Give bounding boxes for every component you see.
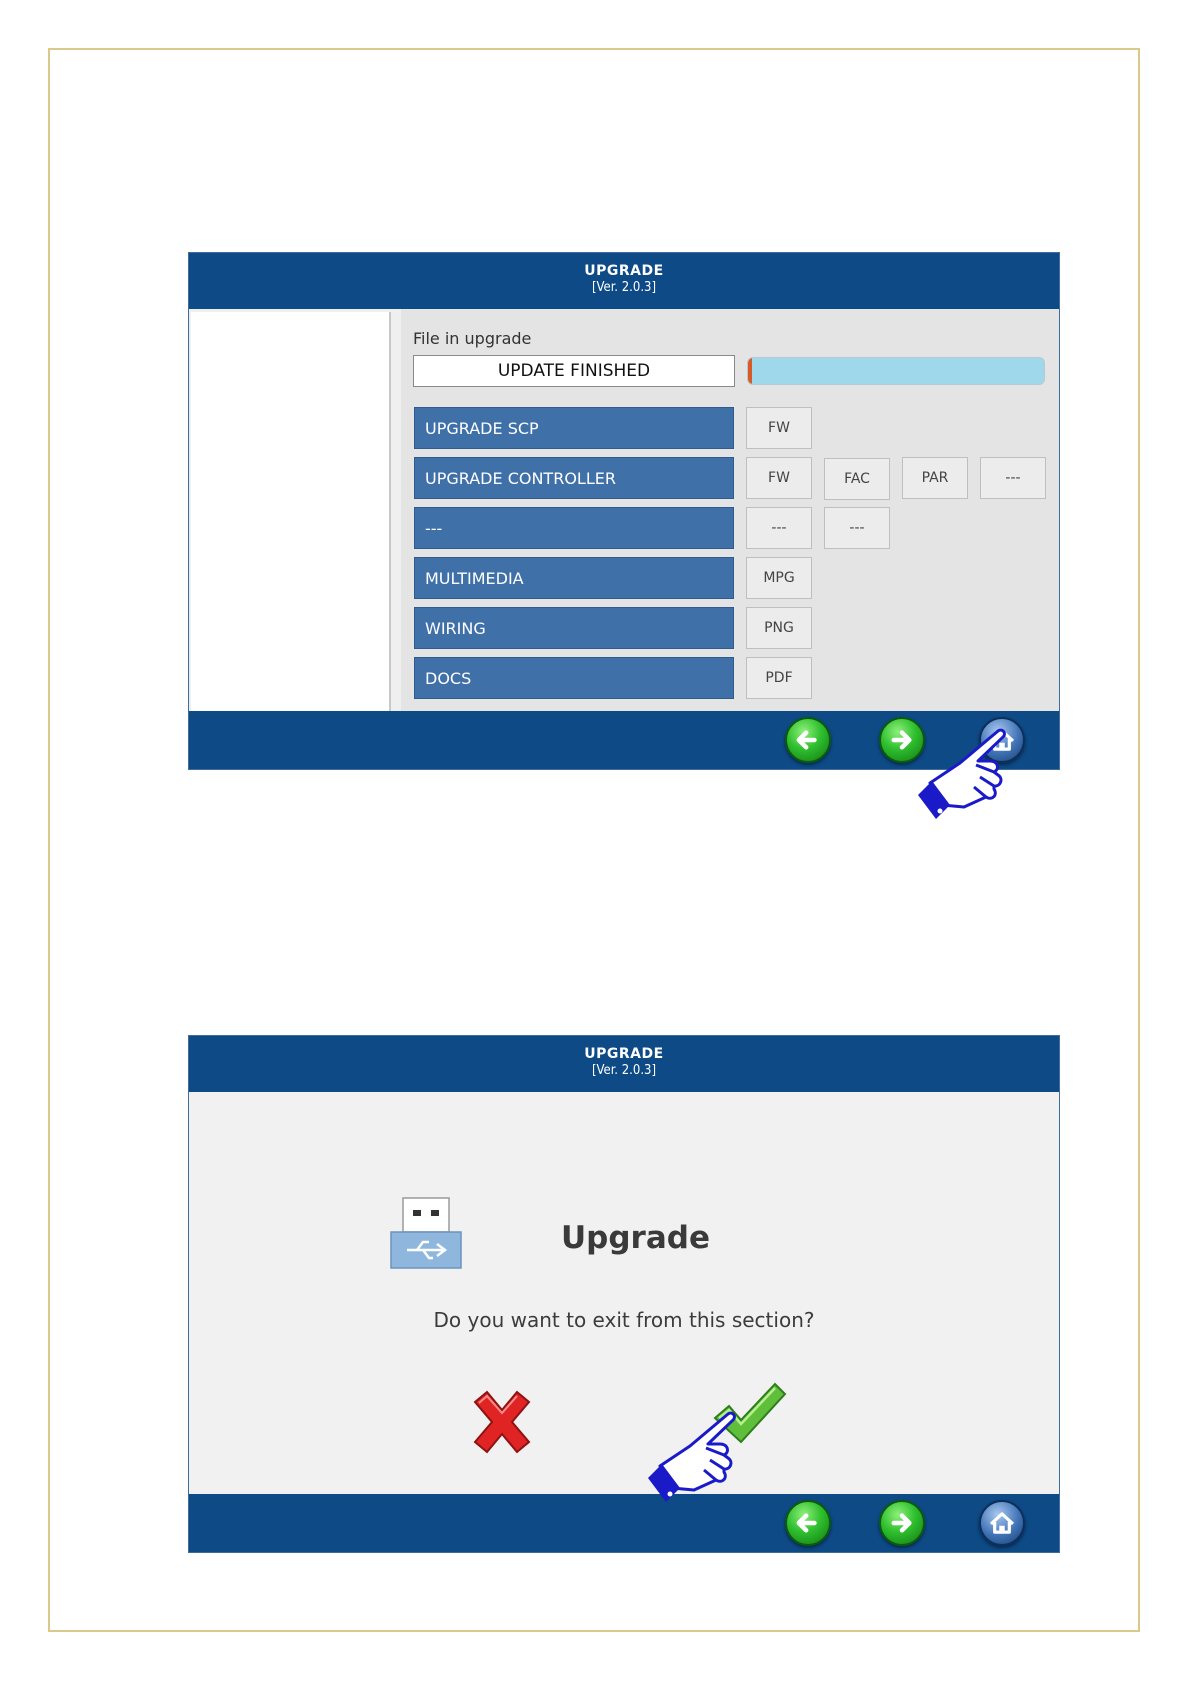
side-panel <box>191 312 391 711</box>
controller-extra-button[interactable]: --- <box>980 457 1046 499</box>
file-label: File in upgrade <box>413 329 532 348</box>
upgrade-scp-button[interactable]: UPGRADE SCP <box>414 407 734 449</box>
progress-fill <box>748 358 752 384</box>
upgrade-screen <box>188 252 1060 770</box>
back-button[interactable] <box>785 717 831 763</box>
red-x-icon <box>475 1392 529 1452</box>
exit-confirm-screen <box>188 1035 1060 1553</box>
upgrade-controller-button[interactable]: UPGRADE CONTROLLER <box>414 457 734 499</box>
arrow-left-icon <box>787 1502 829 1544</box>
dialog-message: Do you want to exit from this section? <box>433 1308 815 1332</box>
screen-header <box>189 1036 1059 1092</box>
scp-fw-button[interactable]: FW <box>746 407 812 449</box>
cancel-button[interactable] <box>465 1386 539 1460</box>
screen-title: UPGRADE <box>584 1046 664 1062</box>
home-button[interactable] <box>979 1500 1025 1546</box>
empty-row-button[interactable]: --- <box>414 507 734 549</box>
docs-pdf-button[interactable]: PDF <box>746 657 812 699</box>
dialog-title: Upgrade <box>561 1220 710 1256</box>
screen-footer <box>189 1494 1059 1552</box>
status-field: UPDATE FINISHED <box>413 355 735 387</box>
version-label: [Ver. 2.0.3] <box>591 280 657 295</box>
empty-row-option-1[interactable]: --- <box>746 507 812 549</box>
pointing-hand-icon <box>910 725 1020 825</box>
screen-header <box>189 253 1059 309</box>
multimedia-mpg-button[interactable]: MPG <box>746 557 812 599</box>
back-button[interactable] <box>785 1500 831 1546</box>
empty-row-option-2[interactable]: --- <box>824 507 890 549</box>
wiring-button[interactable]: WIRING <box>414 607 734 649</box>
progress-bar <box>747 357 1045 385</box>
wiring-png-button[interactable]: PNG <box>746 607 812 649</box>
arrow-right-icon <box>881 1502 923 1544</box>
forward-button[interactable] <box>879 1500 925 1546</box>
docs-button[interactable]: DOCS <box>414 657 734 699</box>
multimedia-button[interactable]: MULTIMEDIA <box>414 557 734 599</box>
home-icon <box>981 1502 1023 1544</box>
screen-title: UPGRADE <box>584 263 664 279</box>
controller-par-button[interactable]: PAR <box>902 457 968 499</box>
dialog-body <box>189 1092 1059 1496</box>
version-label: [Ver. 2.0.3] <box>591 1063 657 1078</box>
usb-icon <box>389 1196 463 1270</box>
arrow-left-icon <box>787 719 829 761</box>
pointing-hand-icon <box>640 1408 750 1508</box>
controller-fac-button[interactable]: FAC <box>824 458 890 500</box>
controller-fw-button[interactable]: FW <box>746 457 812 499</box>
